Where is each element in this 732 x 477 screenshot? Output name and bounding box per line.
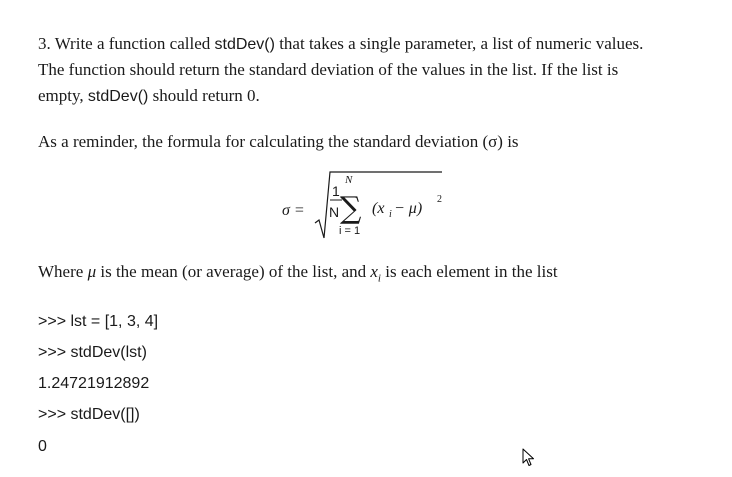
question-line-1 [38,34,643,54]
sigma-label: σ = [282,202,305,219]
where-text: is each element in the list [380,262,558,281]
question-text: should return 0. [148,86,260,105]
question-text: 3. Write a function called [38,34,215,53]
term-exponent: 2 [437,194,442,205]
where-text: Where [38,262,88,281]
std-dev-formula [282,168,472,246]
question-line-3 [38,86,260,106]
example-line: 1.24721912892 [38,375,150,392]
question-line-2 [38,60,618,80]
formula-graphic [282,168,472,246]
example-line: >>> stdDev([]) [38,406,140,423]
x-subscript: i [377,272,381,285]
sum-lower-limit: i = 1 [339,225,361,237]
summation-symbol: ∑ [340,191,362,226]
reminder-text: As a reminder, the formula for calculating the standard deviation (σ) is [38,132,519,151]
fraction-numerator: 1 [332,183,340,199]
where-line [38,262,558,284]
function-name: stdDev() [214,36,275,53]
example-line: >>> lst = [1, 3, 4] [38,313,159,330]
question-text: that takes a single parameter, a list of numeric values. [274,34,644,53]
mu-symbol: μ [87,262,97,281]
arrow-pointer-icon [522,448,538,468]
x-symbol: x [370,262,378,281]
function-name: stdDev() [87,88,149,105]
example-line: 0 [38,438,47,455]
where-text: is the mean (or average) of the list, and [96,262,371,281]
question-text: The function should return the standard deviation of the values in the list. If the list is [38,60,619,79]
term-minus-mu: − μ) [394,200,423,217]
reminder-line [38,132,519,152]
example-line: >>> stdDev(lst) [38,344,147,361]
term-open: (x [372,200,385,217]
question-text: empty, [38,86,88,105]
fraction-denominator: N [329,204,340,220]
term-subscript: i [389,209,392,220]
sum-upper-limit: N [345,174,353,186]
